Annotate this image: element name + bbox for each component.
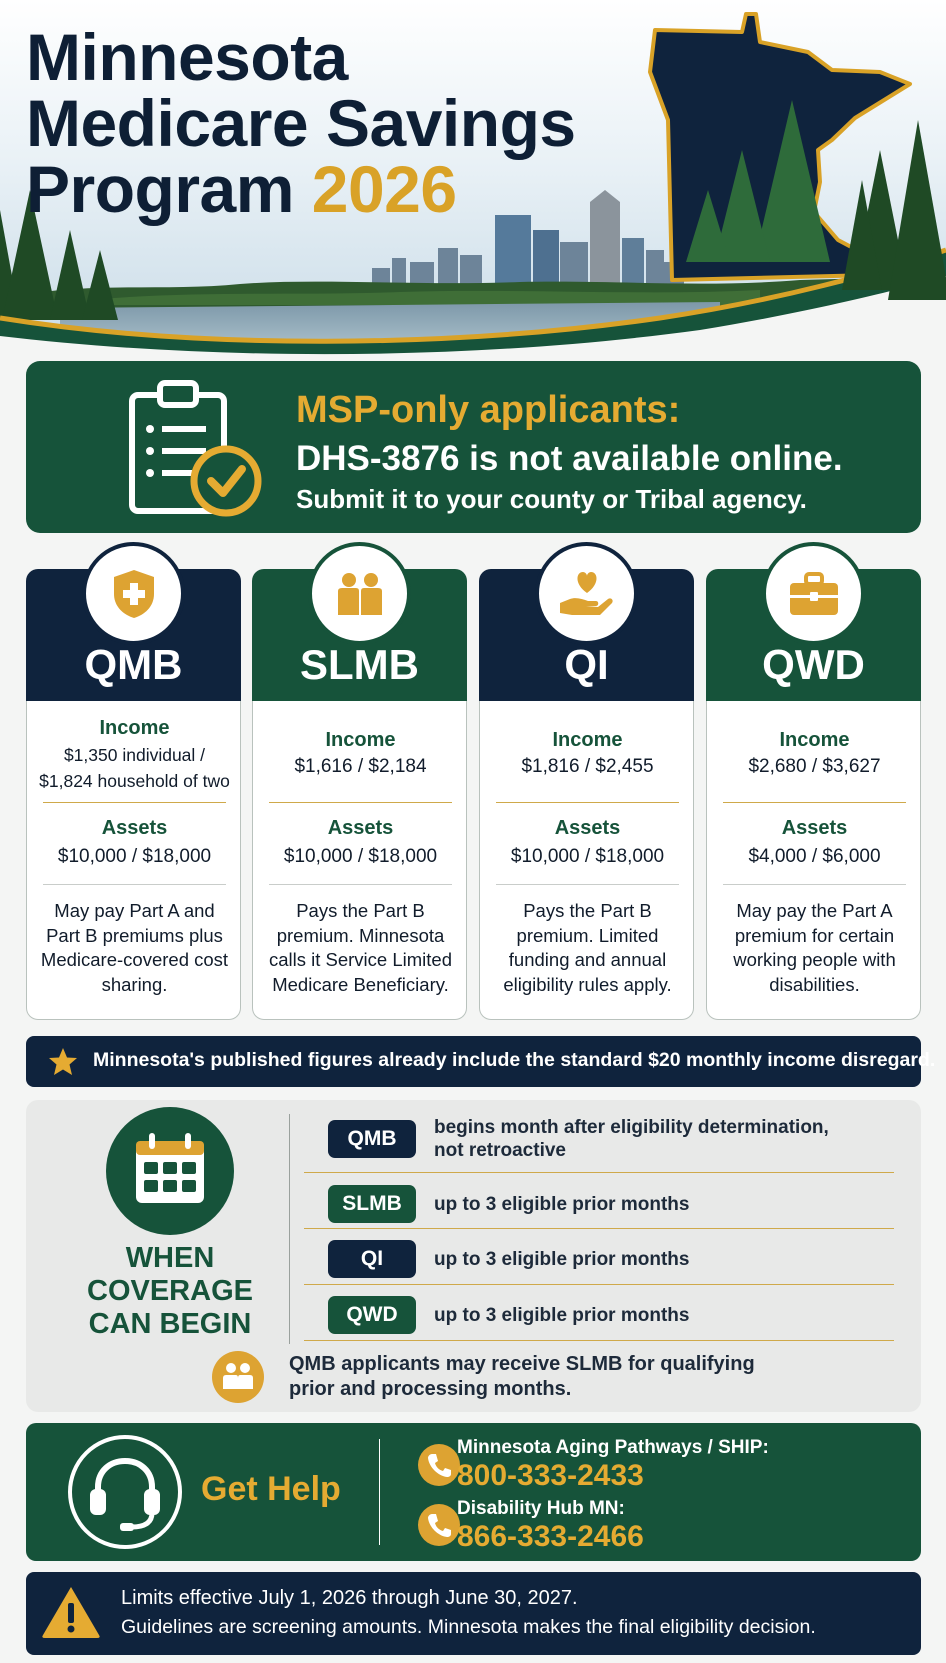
title-year: 2026	[311, 152, 457, 226]
warning-icon	[39, 1583, 103, 1641]
program-badge: SLMB	[328, 1185, 416, 1223]
title-line-1: Minnesota	[26, 20, 348, 94]
assets-label: Assets	[781, 817, 848, 839]
card-header	[706, 569, 921, 701]
program-card-slmb	[252, 569, 467, 1020]
divider	[304, 1340, 894, 1341]
income-value: $2,680 / $3,627	[748, 756, 881, 777]
title-program-word: Program	[26, 152, 294, 226]
program-name: SLMB	[300, 641, 419, 688]
star-icon	[48, 1047, 78, 1076]
msp-notice-banner	[26, 361, 921, 533]
disregard-text: Minnesota's published figures already include the standard $20 monthly income disregard.	[93, 1049, 936, 1071]
program-badge: QI	[328, 1240, 416, 1278]
assets-value: $4,000 / $6,000	[748, 846, 881, 867]
program-card-qi	[479, 569, 694, 1020]
slmb-note	[289, 1352, 755, 1402]
program-name: QMB	[84, 641, 183, 688]
coverage-divider	[289, 1114, 290, 1344]
coverage-title-line-3: CAN BEGIN	[88, 1308, 252, 1340]
effective-dates: Limits effective July 1, 2026 through June 30, 2027.	[121, 1587, 578, 1609]
card-header	[252, 569, 467, 701]
divider	[269, 802, 452, 803]
card-body	[706, 701, 921, 1020]
program-description: Pays the Part B premium. Minnesota calls it Service Limited Medicare Beneficiary.	[268, 900, 452, 995]
program-card-qmb	[26, 569, 241, 1020]
card-body	[252, 701, 467, 1020]
income-value-line-1: $1,350 individual /	[63, 745, 206, 765]
program-description: May pay the Part A premium for certain working people with disabilities.	[733, 900, 896, 995]
get-help-title: Get Help	[201, 1470, 341, 1508]
divider	[496, 802, 679, 803]
footer-disclaimer	[26, 1572, 921, 1655]
coverage-text-line-1: begins month after eligibility determination,	[434, 1117, 829, 1138]
income-value-line-2: $1,824 household of two	[39, 771, 230, 791]
divider	[496, 884, 679, 885]
people-icon	[334, 571, 386, 617]
msp-heading: MSP-only applicants:	[296, 389, 681, 431]
card-icon-circle	[762, 542, 865, 645]
divider	[723, 802, 906, 803]
coverage-title-line-2: COVERAGE	[87, 1275, 253, 1307]
assets-label: Assets	[327, 817, 394, 839]
calendar-icon-circle	[106, 1107, 234, 1235]
program-name: QI	[564, 641, 609, 688]
briefcase-icon	[787, 571, 841, 617]
calendar-icon	[106, 1107, 234, 1235]
contact-phone-ship[interactable]: 800-333-2433	[457, 1459, 644, 1492]
coverage-text-line-2: not retroactive	[434, 1140, 566, 1161]
title-line-2: Medicare Savings	[26, 86, 576, 160]
hero-banner	[0, 0, 946, 360]
shield-plus-icon	[110, 568, 158, 620]
screening-disclaimer: Guidelines are screening amounts. Minnesota makes the final eligibility decision.	[121, 1616, 816, 1638]
coverage-start-section	[26, 1100, 921, 1412]
help-divider	[379, 1439, 380, 1545]
income-value: $1,616 / $2,184	[294, 756, 427, 777]
people-glyph	[212, 1351, 264, 1403]
contact-label-disability-hub: Disability Hub MN:	[457, 1498, 625, 1519]
program-badge: QMB	[328, 1120, 416, 1158]
contact-phone-disability-hub[interactable]: 866-333-2466	[457, 1520, 644, 1553]
phone-glyph	[418, 1444, 460, 1486]
income-label: Income	[99, 717, 170, 739]
headset-icon-circle	[68, 1435, 182, 1549]
income-label: Income	[779, 729, 850, 751]
assets-label: Assets	[101, 817, 168, 839]
coverage-row-slmb	[304, 1185, 894, 1227]
contact-label-ship: Minnesota Aging Pathways / SHIP:	[457, 1437, 769, 1458]
card-icon-circle	[308, 542, 411, 645]
people-icon	[212, 1351, 264, 1403]
divider	[43, 802, 226, 803]
msp-submit-instruction: Submit it to your county or Tribal agency.	[296, 484, 807, 514]
coverage-row-qi	[304, 1240, 894, 1282]
program-description: Pays the Part B premium. Limited funding and annual eligibility rules apply.	[503, 900, 672, 995]
divider	[43, 884, 226, 885]
headset-icon	[72, 1439, 178, 1545]
card-header	[26, 569, 241, 701]
phone-icon	[418, 1444, 460, 1486]
coverage-row-qwd	[304, 1296, 894, 1338]
card-body	[26, 701, 241, 1020]
clipboard-check-icon	[102, 373, 270, 523]
card-body	[479, 701, 694, 1020]
coverage-title-line-1: WHEN	[125, 1242, 215, 1274]
program-card-qwd	[706, 569, 921, 1020]
hand-heart-icon	[558, 569, 616, 619]
title-line-3	[26, 152, 576, 226]
slmb-note-line-1: QMB applicants may receive SLMB for qualifying	[289, 1353, 755, 1375]
card-header	[479, 569, 694, 701]
divider	[304, 1228, 894, 1229]
income-value: $1,816 / $2,455	[521, 756, 654, 777]
coverage-text: up to 3 eligible prior months	[434, 1194, 690, 1215]
msp-form-notice: DHS-3876 is not available online.	[296, 439, 843, 478]
income-disregard-note	[26, 1036, 936, 1087]
page-title	[26, 20, 576, 226]
coverage-title	[60, 1242, 280, 1341]
card-icon-circle	[535, 542, 638, 645]
slmb-note-line-2: prior and processing months.	[289, 1378, 572, 1400]
assets-value: $10,000 / $18,000	[57, 846, 212, 867]
income-label: Income	[552, 729, 623, 751]
coverage-row-qmb	[304, 1114, 894, 1164]
divider	[269, 884, 452, 885]
coverage-text: up to 3 eligible prior months	[434, 1249, 690, 1270]
coverage-text: up to 3 eligible prior months	[434, 1305, 690, 1326]
program-description: May pay Part A and Part B premiums plus Medicare-covered cost sharing.	[40, 900, 229, 995]
divider	[304, 1284, 894, 1285]
get-help-section	[26, 1423, 921, 1561]
assets-label: Assets	[554, 817, 621, 839]
card-icon-circle	[82, 542, 185, 645]
phone-glyph	[418, 1504, 460, 1546]
program-badge: QWD	[328, 1296, 416, 1334]
assets-value: $10,000 / $18,000	[283, 846, 438, 867]
divider	[304, 1172, 894, 1173]
phone-icon	[418, 1504, 460, 1546]
program-name: QWD	[762, 641, 865, 688]
income-label: Income	[325, 729, 396, 751]
divider	[723, 884, 906, 885]
assets-value: $10,000 / $18,000	[510, 846, 665, 867]
